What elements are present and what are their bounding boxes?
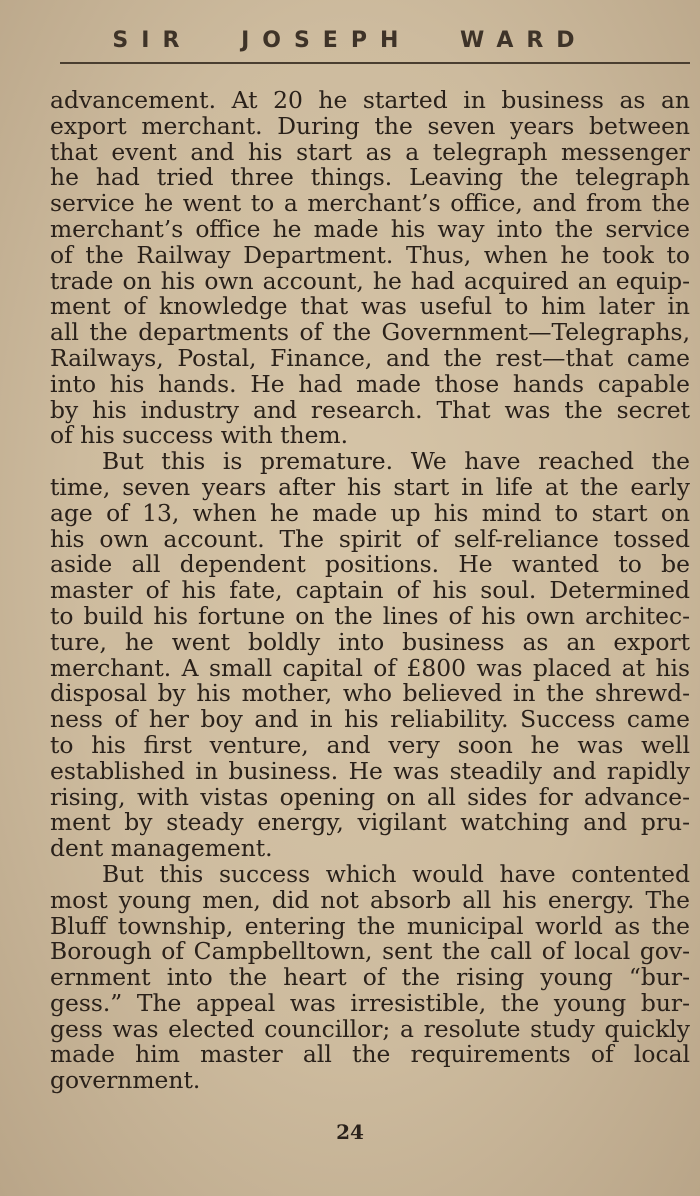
text-line: merchant’s office he made his way into the service	[50, 214, 690, 243]
text-line: gess was elected councillor; a resolute study quickly	[50, 1014, 690, 1043]
text-line: established in business. He was steadily and rapidly	[50, 756, 690, 785]
text-line: disposal by his mother, who believed in the shrewd-	[50, 679, 690, 708]
text-line: advancement. At 20 he started in business as an	[50, 86, 690, 114]
body-text	[50, 88, 690, 1094]
text-line: he had tried three things. Leaving the telegraph	[50, 163, 690, 192]
text-line: master of his fate, captain of his soul. Determined	[50, 576, 690, 605]
paragraph	[50, 88, 690, 449]
text-line: ture, he went boldly into business as an export	[50, 627, 690, 656]
text-line: But this success which would have contented	[102, 859, 690, 888]
paragraph	[50, 449, 690, 862]
text-line: government.	[50, 1066, 201, 1095]
header-rule	[60, 62, 690, 64]
text-line: to build his fortune on the lines of his own architec-	[50, 601, 690, 630]
text-line: that event and his start as a telegraph messenger	[50, 137, 690, 166]
text-line: made him master all the requirements of local	[50, 1040, 690, 1069]
text-line: of the Railway Department. Thus, when he took to	[50, 240, 690, 269]
text-line: export merchant. During the seven years between	[50, 111, 690, 140]
text-line: by his industry and research. That was the secret	[50, 395, 690, 424]
text-line: But this is premature. We have reached the	[102, 447, 690, 476]
text-line: Railways, Postal, Finance, and the rest—that came	[50, 343, 690, 372]
text-line: rising, with vistas opening on all sides for advance-	[50, 782, 690, 811]
text-line: Bluff township, entering the municipal world as the	[50, 911, 690, 940]
paragraph	[50, 859, 690, 1095]
text-line: merchant. A small capital of £800 was placed at his	[50, 653, 690, 682]
text-line: aside all dependent positions. He wanted to be	[50, 550, 690, 579]
text-line: trade on his own account, he had acquired an equip-	[50, 266, 690, 295]
text-line: to his first venture, and very soon he was well	[50, 730, 690, 759]
page-number: 24	[336, 1120, 364, 1144]
text-line: ness of her boy and in his reliability. Success came	[50, 705, 690, 734]
text-line: time, seven years after his start in life at the early	[50, 472, 690, 501]
running-head-word: WARD	[460, 28, 588, 53]
text-line: ment of knowledge that was useful to him later in	[50, 292, 690, 321]
text-line: service he went to a merchant’s office, and from the	[50, 189, 690, 218]
text-line: dent management.	[50, 834, 273, 863]
text-line: most young men, did not absorb all his energy. The	[50, 885, 690, 914]
text-line: into his hands. He had made those hands capable	[50, 369, 690, 398]
text-line: ment by steady energy, vigilant watching and pru-	[50, 808, 690, 837]
text-line: age of 13, when he made up his mind to start on	[50, 498, 690, 527]
text-line: gess.” The appeal was irresistible, the young bur-	[50, 988, 690, 1017]
text-line: ernment into the heart of the rising young “bur-	[50, 963, 690, 992]
text-line: his own account. The spirit of self-reliance tossed	[50, 524, 690, 553]
running-head-word: JOSEPH	[241, 28, 412, 53]
running-head	[0, 28, 700, 53]
text-line: all the departments of the Government—Telegraphs,	[50, 318, 690, 347]
running-head-word: SIR	[112, 28, 193, 53]
text-line: Borough of Campbelltown, sent the call of local gov-	[50, 937, 690, 966]
text-line: of his success with them.	[50, 421, 349, 450]
